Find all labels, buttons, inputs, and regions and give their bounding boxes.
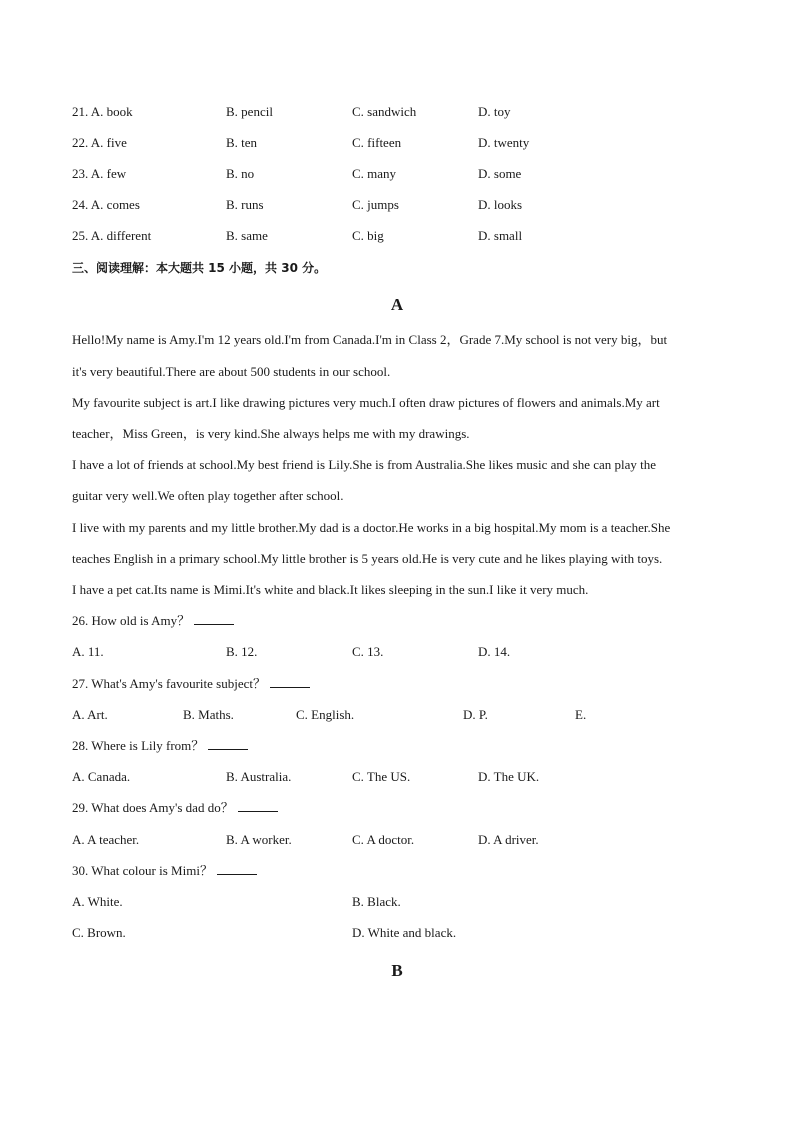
option-b: B. Australia. — [226, 769, 292, 784]
answer-blank[interactable] — [208, 738, 248, 750]
option-d: D. toy — [478, 104, 511, 119]
option-a: A. A teacher. — [72, 832, 140, 847]
option-c: C. many — [352, 166, 397, 181]
answer-blank[interactable] — [217, 863, 257, 875]
passage-line: teaches English in a primary school.My little brother is 5 years old.He is very cute and he likes playing with toys. — [72, 551, 663, 566]
option-a: A. White. — [72, 894, 123, 909]
option-d: D. A driver. — [478, 832, 539, 847]
question-text: 29. What does Amy's dad do？ — [72, 800, 234, 815]
passage-line: I have a lot of friends at school.My best friend is Lily.She is from Australia.She likes music and she can play the — [72, 457, 657, 472]
passage-line: guitar very well.We often play together after school. — [72, 488, 344, 503]
option-d: D. looks — [478, 197, 523, 212]
option-c: C. jumps — [352, 197, 399, 212]
option-d: D. 14. — [478, 644, 511, 659]
option-c: C. A doctor. — [352, 832, 415, 847]
passage-line: I live with my parents and my little brother.My dad is a doctor.He works in a big hospital.My mom is a teacher.She — [72, 520, 671, 535]
option-b: B. Black. — [352, 894, 401, 909]
passage-line: it's very beautiful.There are about 500 students in our school. — [72, 364, 391, 379]
option-a: 23. A. few — [72, 166, 127, 181]
question-29-stem — [72, 800, 278, 816]
answer-blank[interactable] — [194, 613, 234, 625]
question-text: 28. Where is Lily from？ — [72, 738, 205, 753]
option-d: D. The UK. — [478, 769, 540, 784]
option-d: D. White and black. — [352, 925, 457, 940]
option-c: C. English. — [296, 707, 355, 722]
section-heading: 三、阅读理解：本大题共 15 小题，共 30 分。 — [72, 261, 327, 275]
option-d: D. some — [478, 166, 522, 181]
option-a: A. Canada. — [72, 769, 131, 784]
question-text: 27. What's Amy's favourite subject？ — [72, 676, 266, 691]
option-b: B. ten — [226, 135, 258, 150]
option-a: 25. A. different — [72, 228, 152, 243]
option-c: C. sandwich — [352, 104, 417, 119]
question-26-stem — [72, 613, 234, 629]
passage-line: teacher，Miss Green，is very kind.She always helps me with my drawings. — [72, 426, 470, 441]
option-b: B. A worker. — [226, 832, 292, 847]
option-a: 21. A. book — [72, 104, 133, 119]
passage-a-title: A — [390, 295, 404, 314]
option-a: A. 11. — [72, 644, 104, 659]
question-28-stem — [72, 738, 248, 754]
option-b: B. Maths. — [183, 707, 234, 722]
question-27-stem — [72, 676, 310, 692]
question-text: 26. How old is Amy？ — [72, 613, 191, 628]
passage-line: I have a pet cat.Its name is Mimi.It's white and black.It likes sleeping in the sun.I like it very much. — [72, 582, 589, 597]
option-a: A. Art. — [72, 707, 108, 722]
question-text: 30. What colour is Mimi？ — [72, 863, 213, 878]
question-30-stem — [72, 863, 257, 879]
option-c: C. big — [352, 228, 384, 243]
option-c: C. fifteen — [352, 135, 402, 150]
option-a: 24. A. comes — [72, 197, 140, 212]
option-b: B. 12. — [226, 644, 258, 659]
option-d: D. twenty — [478, 135, 530, 150]
option-c: C. The US. — [352, 769, 411, 784]
option-e: E. — [575, 707, 587, 722]
option-b: B. same — [226, 228, 268, 243]
answer-blank[interactable] — [270, 676, 310, 688]
option-c: C. Brown. — [72, 925, 126, 940]
answer-blank[interactable] — [238, 800, 278, 812]
passage-line: Hello!My name is Amy.I'm 12 years old.I'm from Canada.I'm in Class 2，Grade 7.My school is not very big，but — [72, 332, 668, 347]
option-c: C. 13. — [352, 644, 384, 659]
option-b: B. no — [226, 166, 255, 181]
option-a: 22. A. five — [72, 135, 127, 150]
passage-line: My favourite subject is art.I like drawing pictures very much.I often draw pictures of flowers and animals.My art — [72, 395, 660, 410]
option-d: D. small — [478, 228, 523, 243]
option-d: D. P. — [463, 707, 488, 722]
option-b: B. pencil — [226, 104, 273, 119]
passage-b-title: B — [391, 961, 403, 980]
option-b: B. runs — [226, 197, 264, 212]
